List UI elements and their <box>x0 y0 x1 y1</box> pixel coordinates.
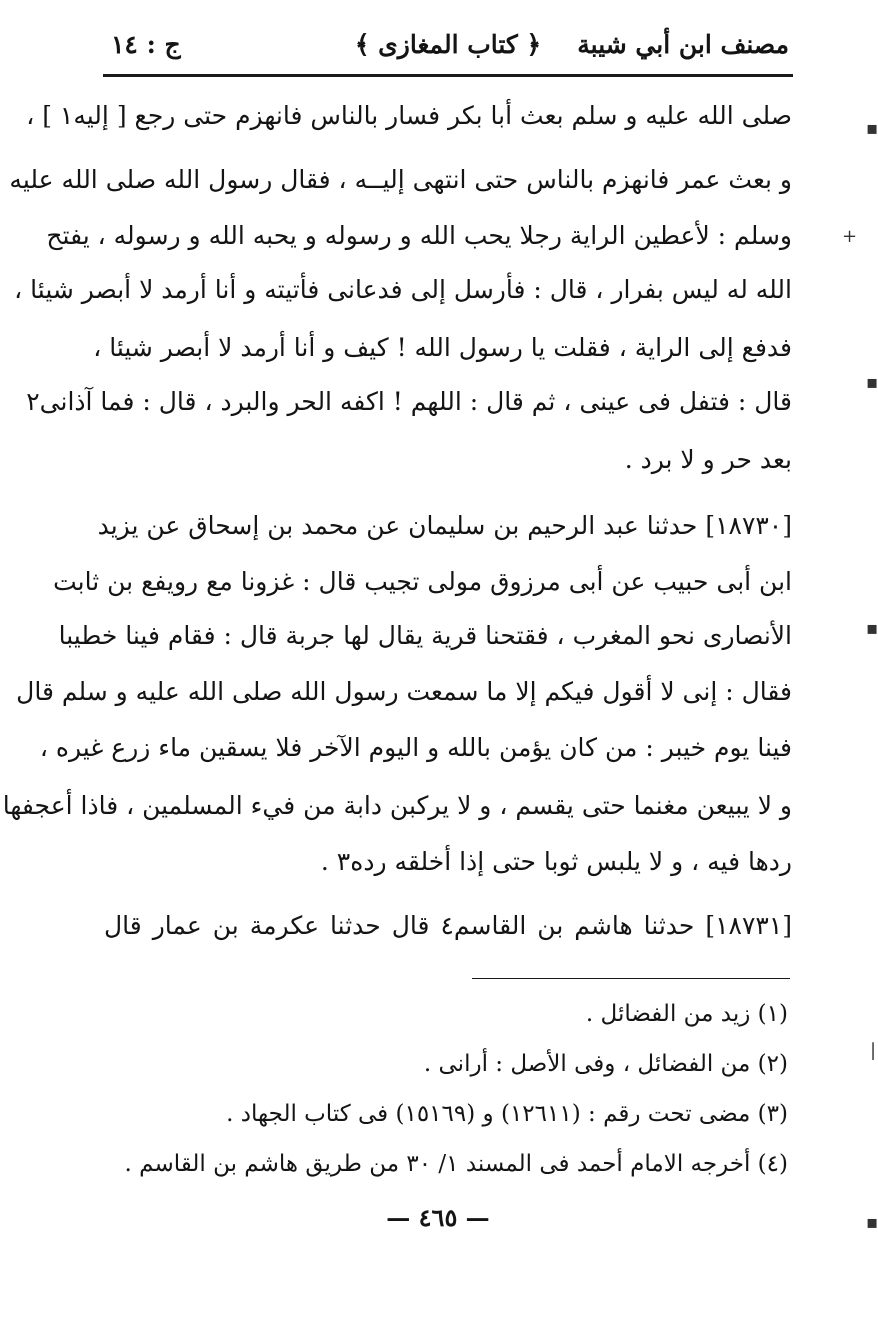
text-line: و لا يبيعن مغنما حتى يقسم ، و لا يركبن دابة من فيء المسلمين ، فاذا أعجفها <box>2 791 792 820</box>
text-line: وسلم : لأعطين الراية رجلا يحب الله و رسوله و يحبه الله و رسوله ، يفتح <box>46 221 792 250</box>
text-line: فقال : إنى لا أقول فيكم إلا ما سمعت رسول الله صلى الله عليه و سلم قال <box>16 677 792 706</box>
text-line: بعد حر و لا برد . <box>624 445 792 474</box>
text-line: ردها فيه ، و لا يلبس ثوبا حتى إذا أخلقه رده٣ . <box>320 847 792 876</box>
scan-mark: ▪ <box>866 1212 878 1233</box>
footnote: (١) زيد من الفضائل . <box>585 1001 788 1027</box>
hadith-line: [١٨٧٣٠] حدثنا عبد الرحيم بن سليمان عن محمد بن إسحاق عن يزيد <box>97 511 792 540</box>
book-title: مصنف ابن أبي شيبة <box>577 30 789 59</box>
footnote-rule <box>472 978 790 979</box>
hadith-line: [١٨٧٣١] حدثنا هاشم بن القاسم٤ قال حدثنا عكرمة بن عمار قال <box>104 911 793 940</box>
scan-mark: ▪ <box>866 118 878 139</box>
volume-number: ج : ١٤ <box>111 30 181 59</box>
text-line: و بعث عمر فانهزم بالناس حتى انتهى إليــه ، فقال رسول الله صلى الله عليه <box>9 165 792 194</box>
footnote: (٢) من الفضائل ، وفى الأصل : أرانى . <box>423 1051 788 1077</box>
header-rule <box>103 74 793 77</box>
text-line: فدفع إلى الراية ، فقلت يا رسول الله ! كيف و أنا أرمد لا أبصر شيئا ، <box>93 333 792 362</box>
scan-mark: | <box>870 1040 877 1061</box>
text-line: ابن أبى حبيب عن أبى مرزوق مولى تجيب قال : غزونا مع رويفع بن ثابت <box>53 567 792 596</box>
chapter-title: ﴿ كتاب المغازى ﴾ <box>354 30 542 59</box>
text-line: فينا يوم خيبر : من كان يؤمن بالله و اليوم الآخر فلا يسقين ماء زرع غيره ، <box>39 733 792 762</box>
scan-mark: ▪ <box>866 618 878 639</box>
running-header <box>103 22 793 74</box>
text-line: قال : فتفل فى عينى ، ثم قال : اللهم ! اكفه الحر والبرد ، قال : فما آذانى٢ <box>26 387 792 416</box>
registration-cross: + <box>842 226 858 247</box>
text-line: الله له ليس بفرار ، قال : فأرسل إلى فدعانى فأتيته و أنا أرمد لا أبصر شيئا ، <box>14 275 792 304</box>
page-number: — ٤٦٥ — <box>386 1203 490 1232</box>
footnote: (٤) أخرجه الامام أحمد فى المسند ١/ ٣٠ من طريق هاشم بن القاسم . <box>124 1151 788 1177</box>
text-line: الأنصارى نحو المغرب ، فقتحنا قرية يقال لها جربة قال : فقام فينا خطيبا <box>58 621 792 650</box>
footnote: (٣) مضى تحت رقم : (١٢٦١١) و (١٥١٦٩) فى كتاب الجهاد . <box>226 1101 788 1127</box>
text-line: صلى الله عليه و سلم بعث أبا بكر فسار بالناس فانهزم حتى رجع [ إليه١ ] ، <box>26 101 792 130</box>
scan-mark: ▪ <box>866 372 878 393</box>
